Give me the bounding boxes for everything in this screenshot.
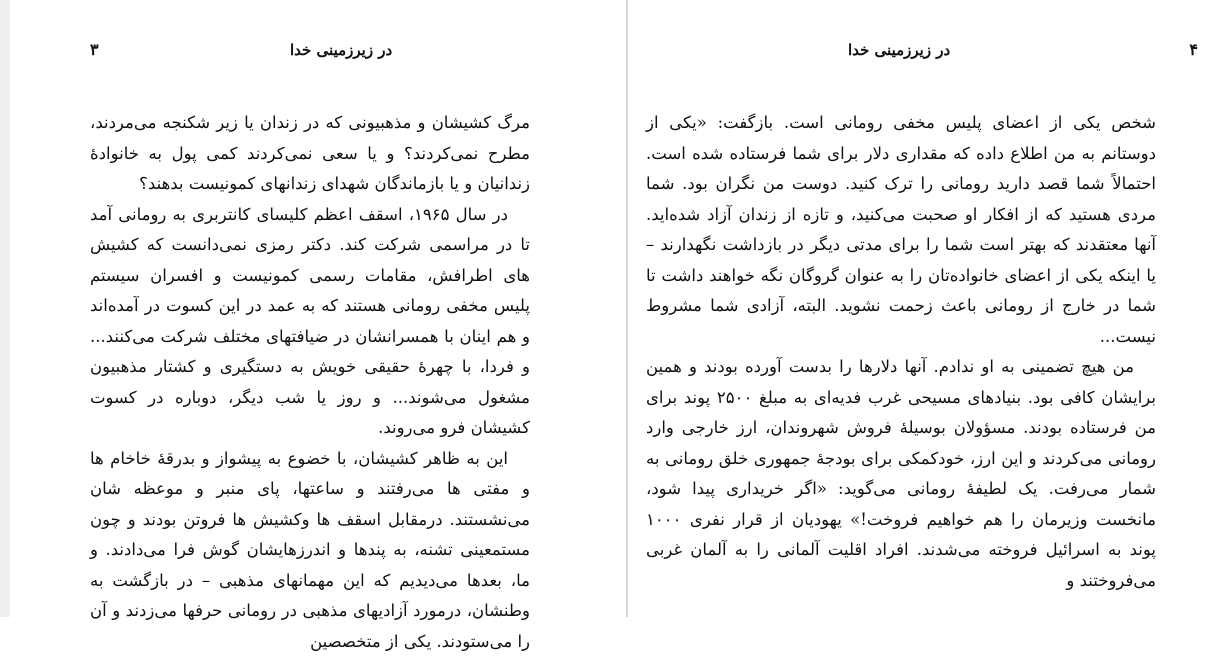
right-page-number: ۴ — [1189, 38, 1198, 62]
viewer-left-margin — [0, 0, 10, 617]
left-page-header — [90, 38, 530, 62]
right-page-body — [646, 108, 1156, 596]
left-page-body — [90, 108, 530, 657]
left-paragraph-2: در سال ۱۹۶۵، اسقف اعظم کلیسای کانتربری به رومانی آمد تا در مراسمی شرکت کند. دکتر رمزی نمی‌دانست که کشیش های اطرافش، مقامات رسمی کمونیست و افسران سیستم پلیس مخفی رومانی هستند که به عمد در این کسوت در آمده‌اند و هم اینان با همسرانشان در ضیافتهای مختلف شرکت می‌کنند... و فردا، با چهرهٔ حقیقی خویش به دستگیری و کشتار مذهبیون مشغول می‌شوند... و روز یا شب دیگر، دوباره در کسوت کشیشان فرو می‌روند. — [90, 200, 530, 444]
right-page — [628, 0, 1223, 617]
right-paragraph-2: من هیچ تضمینی به او ندادم. آنها دلارها را بدست آورده بودند و همین برایشان کافی بود. بنیادهای مسیحی غرب فدیه‌ای به مبلغ ۲۵۰۰ پوند برای من فرستاده بودند. مسؤولان بوسیلهٔ فروش شهروندان، ارز خارجی وارد رومانی می‌کردند و این ارز، خودکمکی برای بودجهٔ جمهوری خلق رومانی به شمار می‌رفت. یک لطیفهٔ رومانی می‌گوید: «اگر خریداری پیدا شود، مانخست وزیرمان را هم خواهیم فروخت!» یهودیان از قرار نفری ۱۰۰۰ پوند به اسرائیل فروخته می‌شدند. افراد اقلیت آلمانی را به آلمان غربی می‌فروختند و — [646, 352, 1156, 596]
left-running-title: در زیرزمینی خدا — [290, 38, 392, 62]
right-paragraph-1: شخص یکی از اعضای پلیس مخفی رومانی است. بازگفت: «یکی از دوستانم به من اطلاع داده که مقداری دلار برای شما فرستاده شده است. احتمالاً شما قصد دارید رومانی را ترک کنید. دوست من نگران بود. شما مردی هستید که از افکار او صحبت می‌کنید، و تازه از زندان آزاد شده‌اید. آنها معتقدند که بهتر است شما را برای مدتی دیگر در بازداشت نگهدارند – یا اینکه یکی از اعضای خانواده‌تان را به عنوان گروگان نگه خواهند داشت تا شما در خارج از رومانی باعث زحمت نشوید. البته، آزادی شما مشروط نیست... — [646, 108, 1156, 352]
left-paragraph-3: این به ظاهر کشیشان، با خضوع به پیشواز و بدرقهٔ خاخام ها و مفتی ها می‌رفتند و ساعتها، پای منبر و موعظه شان می‌نشستند. درمقابل اسقف ها وکشیش ها فروتن بودند و چون مستمعینی تشنه، به پندها و اندرزهایشان گوش فرا می‌دادند. و ما، بعدها می‌دیدیم که این مهمانهای مذهبی – در بازگشت به وطنشان، درمورد آزادیهای مذهبی در رومانی حرفها می‌زدند و آن را می‌ستودند. یکی از متخصصین — [90, 444, 530, 657]
right-page-header — [648, 38, 1198, 62]
left-page-number: ۳ — [90, 38, 99, 62]
left-page — [10, 0, 626, 617]
right-running-title: در زیرزمینی خدا — [848, 38, 950, 62]
left-paragraph-1: مرگ کشیشان و مذهبیونی که در زندان یا زیر شکنجه می‌مردند، مطرح نمی‌کردند؟ و یا سعی نمی‌کردند کمی پول به خانوادهٔ زندانیان و یا بازماندگان شهدای زندانهای کمونیست بدهند؟ — [90, 108, 530, 200]
